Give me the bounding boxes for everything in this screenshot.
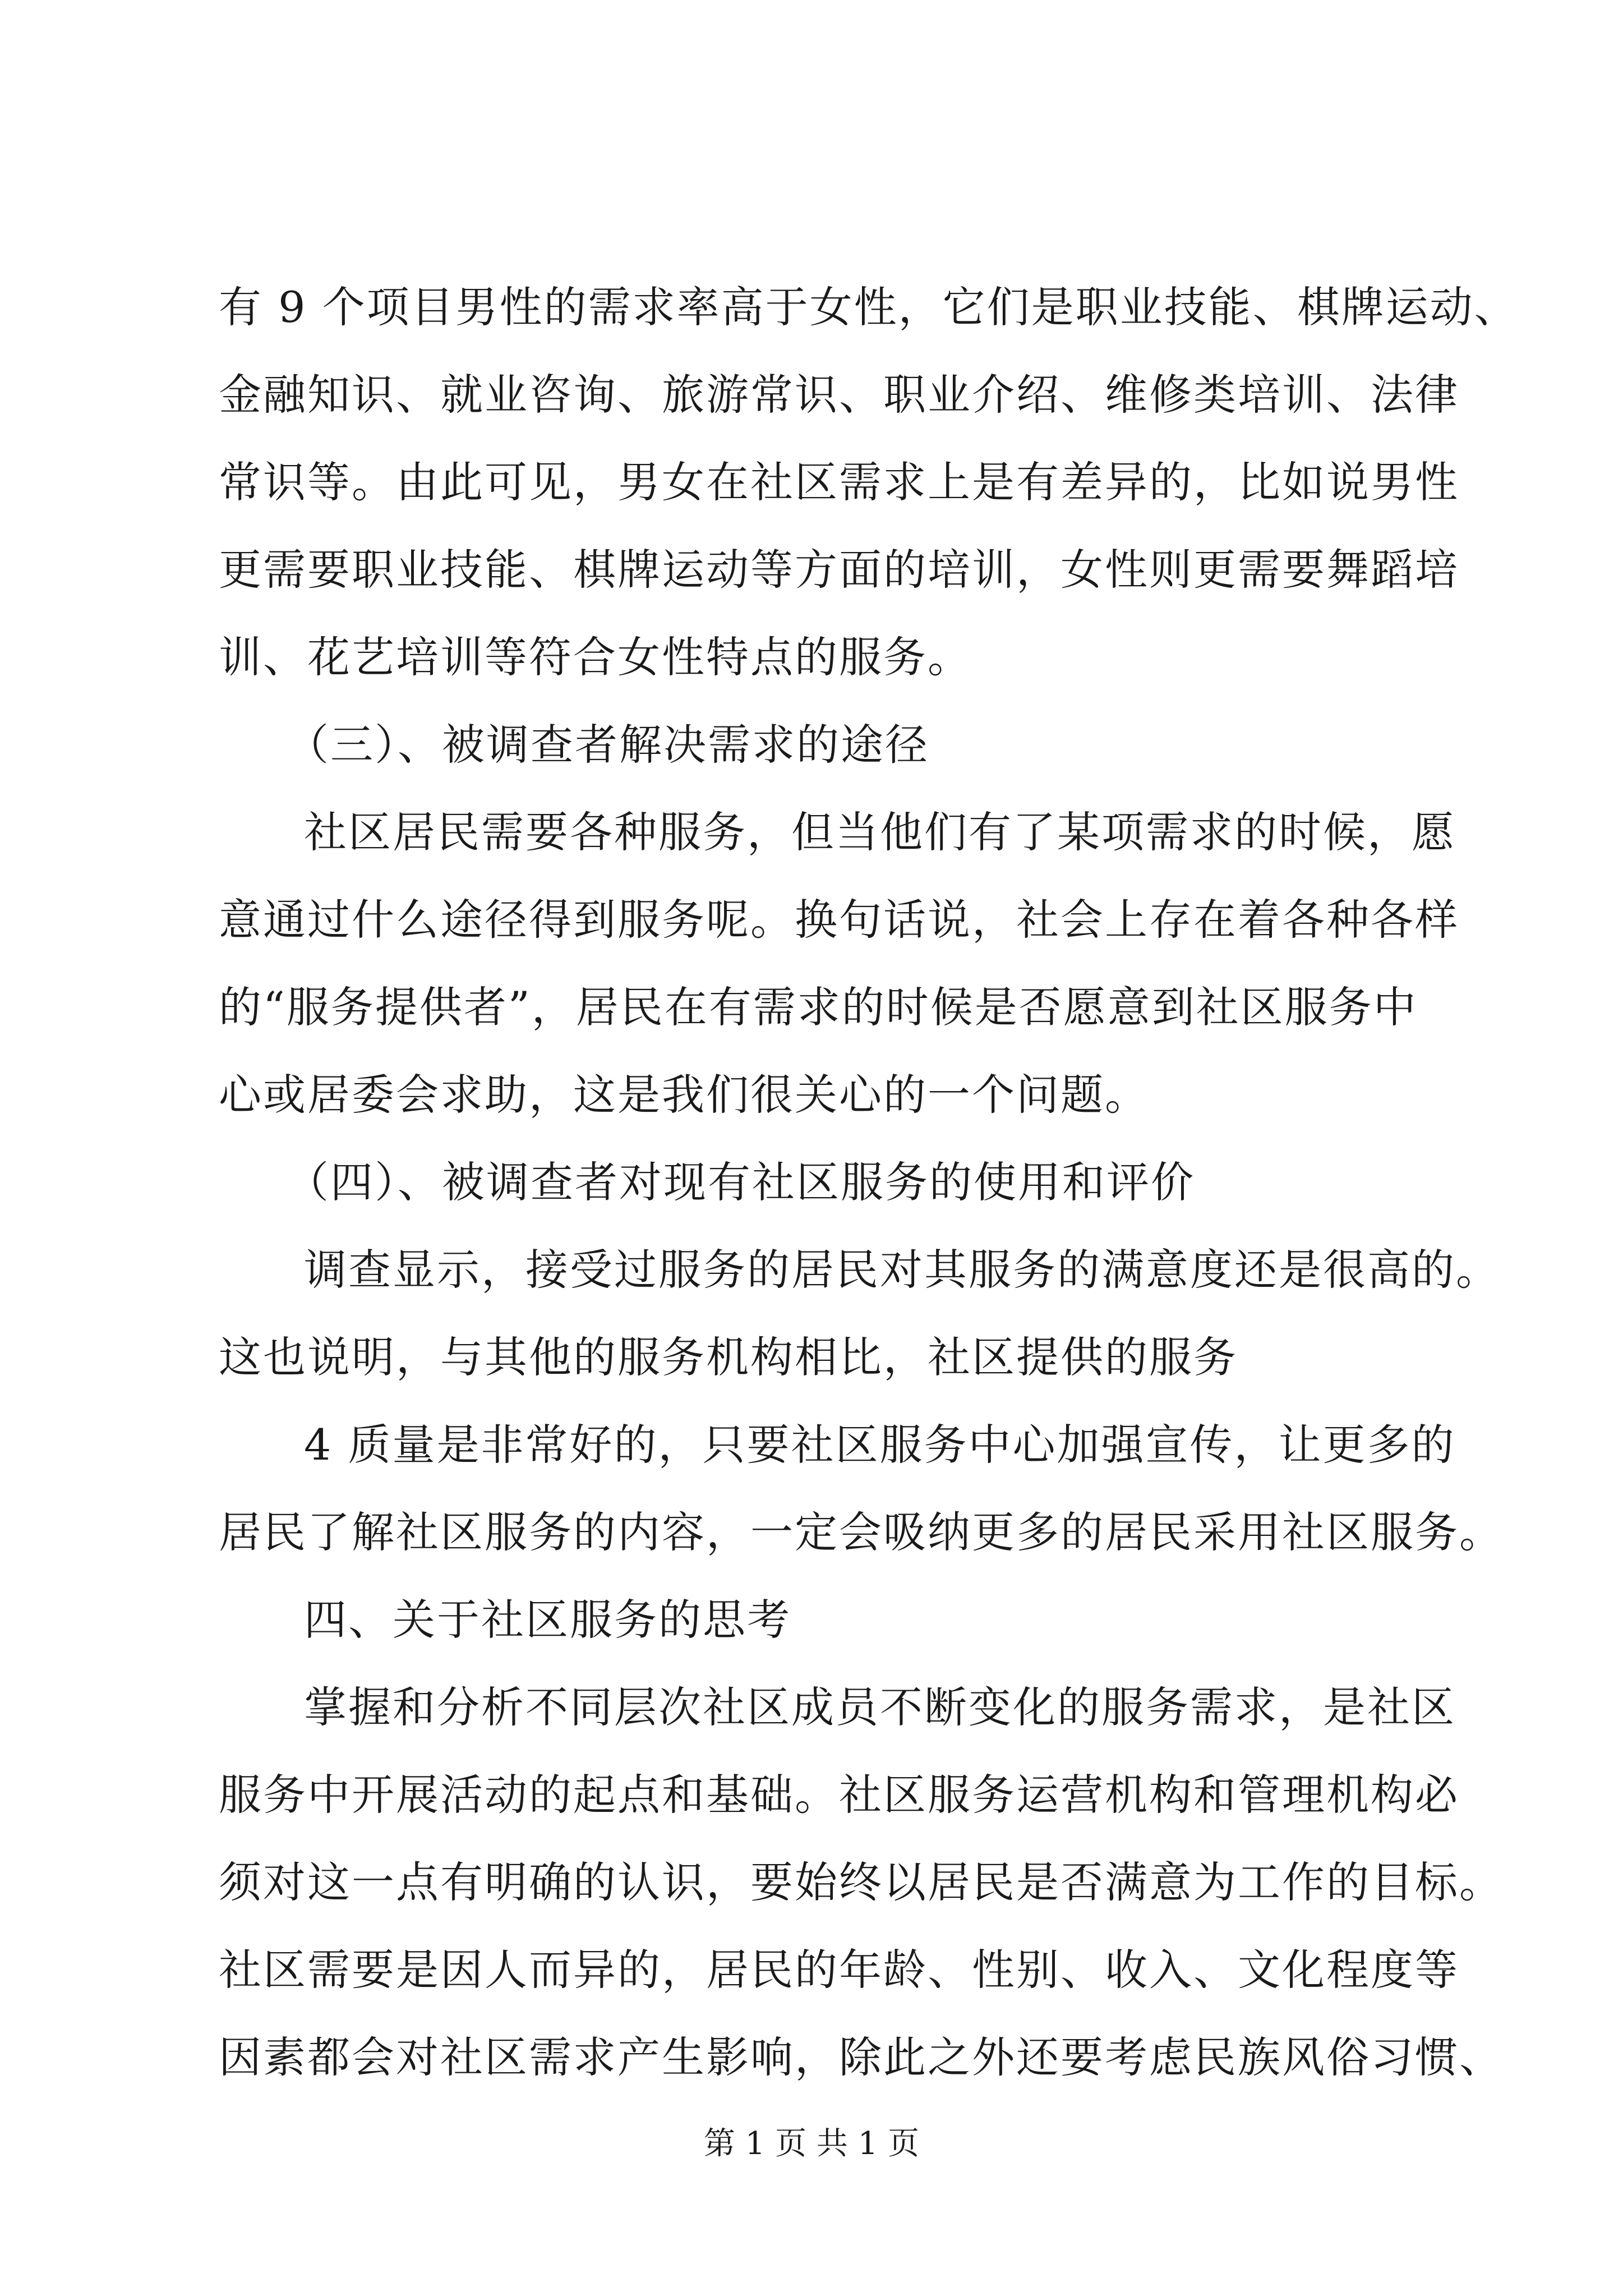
section-heading: 四、关于社区服务的思考 [304,1595,791,1645]
text-line: 掌握和分析不同层次社区成员不断变化的服务需求，是社区 [304,1682,1456,1732]
text-line: 调查显示，接受过服务的居民对其服务的满意度还是很高的。 [304,1245,1500,1295]
text-line: 有 9 个项目男性的需求率高于女性，它们是职业技能、棋牌运动、 [219,282,1519,332]
text-line: 金融知识、就业咨询、旅游常识、职业介绍、维修类培训、法律 [219,370,1459,420]
text-line: 须对这一点有明确的认识，要始终以居民是否满意为工作的目标。 [219,1857,1504,1907]
page-footer: 第 1 页 共 1 页 [703,2125,920,2162]
text-line: 这也说明，与其他的服务机构相比，社区提供的服务 [219,1332,1238,1382]
text-line: 因素都会对社区需求产生影响，除此之外还要考虑民族风俗习惯、 [219,2032,1504,2082]
text-line: 居民了解社区服务的内容，一定会吸纳更多的居民采用社区服务。 [219,1507,1504,1557]
section-heading: （三）、被调查者解决需求的途径 [286,720,929,770]
text-line: 服务中开展活动的起点和基础。社区服务运营机构和管理机构必 [219,1770,1459,1820]
text-line: 训、花艺培训等符合女性特点的服务。 [219,632,972,682]
text-line: 常识等。由此可见，男女在社区需求上是有差异的，比如说男性 [219,457,1459,507]
text-line: 4 质量是非常好的，只要社区服务中心加强宣传，让更多的 [304,1420,1456,1470]
document-body [219,264,1519,2101]
text-line: 社区需要是因人而异的，居民的年龄、性别、收入、文化程度等 [219,1945,1459,1995]
text-line: 的“服务提供者”，居民在有需求的时候是否愿意到社区服务中 [219,982,1418,1032]
text-line: 意通过什么途径得到服务呢。换句话说，社会上存在着各种各样 [219,895,1459,945]
section-heading: （四）、被调查者对现有社区服务的使用和评价 [286,1157,1195,1207]
text-line: 心或居委会求助，这是我们很关心的一个问题。 [219,1070,1149,1120]
text-line: 更需要职业技能、棋牌运动等方面的培训，女性则更需要舞蹈培 [219,545,1459,595]
text-line: 社区居民需要各种服务，但当他们有了某项需求的时候，愿 [304,807,1456,857]
